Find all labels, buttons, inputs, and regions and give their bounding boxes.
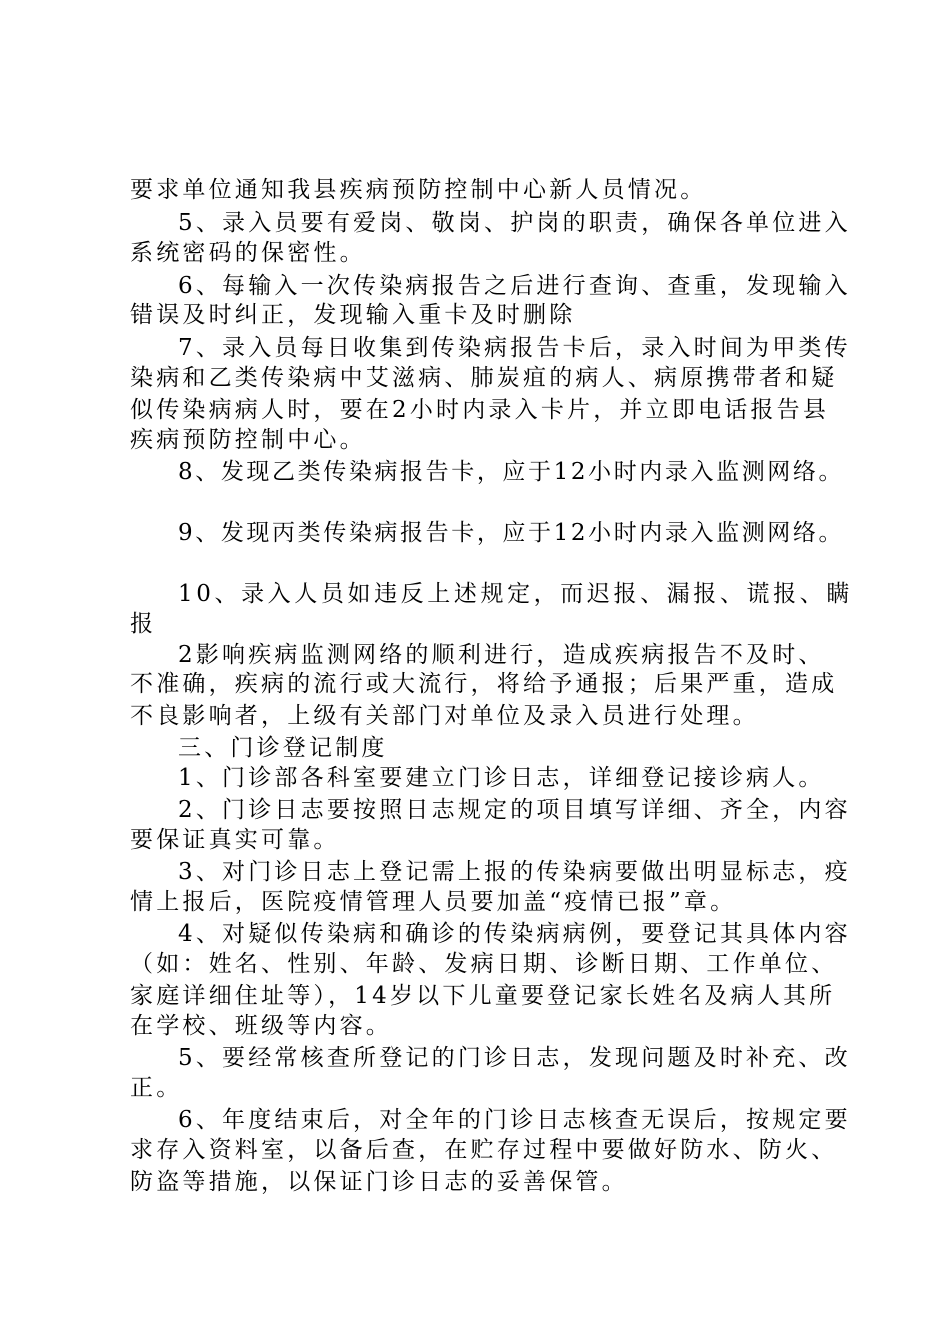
text-line: 不准确，疾病的流行或大流行，将给予通报；后果严重，造成 [130, 671, 838, 697]
text-line: 情上报后，医院疫情管理人员要加盖“疫情已报”章。 [130, 889, 737, 915]
text-line: 求存入资料室，以备后查，在贮存过程中要做好防水、防火、 [130, 1137, 838, 1163]
text-line: 9、发现丙类传染病报告卡，应于12小时内录入监测网络。 [178, 520, 845, 546]
text-line: 7、录入员每日收集到传染病报告卡后，录入时间为甲类传 [178, 335, 851, 361]
text-line: 2、门诊日志要按照日志规定的项目填写详细、齐全，内容 [178, 797, 851, 823]
text-line: 4、对疑似传染病和确诊的传染病病例，要登记其具体内容 [178, 921, 851, 947]
text-line: （如：姓名、性别、年龄、发病日期、诊断日期、工作单位、 [130, 951, 838, 977]
text-line: 似传染病病人时，要在2小时内录入卡片，并立即电话报告县 [130, 397, 830, 423]
text-line: 10、录入人员如违反上述规定，而迟报、漏报、谎报、瞒 [178, 581, 853, 607]
section-heading: 三、门诊登记制度 [178, 735, 388, 761]
text-line: 1、门诊部各科室要建立门诊日志，详细登记接诊病人。 [178, 765, 825, 791]
text-line: 2影响疾病监测网络的顺利进行，造成疾病报告不及时、 [178, 642, 825, 668]
text-line: 5、要经常核查所登记的门诊日志，发现问题及时补充、改 [178, 1045, 851, 1071]
text-line: 6、年度结束后，对全年的门诊日志核查无误后，按规定要 [178, 1107, 851, 1133]
text-line: 正。 [130, 1075, 183, 1101]
text-line: 不良影响者，上级有关部门对单位及录入员进行处理。 [130, 703, 759, 729]
text-line: 6、每输入一次传染病报告之后进行查询、查重，发现输入 [178, 273, 851, 299]
text-line: 3、对门诊日志上登记需上报的传染病要做出明显标志，疫 [178, 859, 851, 885]
text-line: 要保证真实可靠。 [130, 827, 340, 853]
text-line: 报 [130, 611, 157, 637]
text-line: 错误及时纠正，发现输入重卡及时删除 [130, 302, 576, 328]
text-line: 8、发现乙类传染病报告卡，应于12小时内录入监测网络。 [178, 459, 845, 485]
text-line: 疾病预防控制中心。 [130, 427, 366, 453]
text-line: 防盗等措施，以保证门诊日志的妥善保管。 [130, 1169, 628, 1195]
text-line: 在学校、班级等内容。 [130, 1013, 392, 1039]
text-line: 染病和乙类传染病中艾滋病、肺炭疽的病人、病原携带者和疑 [130, 365, 838, 391]
text-line: 家庭详细住址等），14岁以下儿童要登记家长姓名及病人其所 [130, 983, 836, 1009]
text-line: 要求单位通知我县疾病预防控制中心新人员情况。 [130, 177, 707, 203]
text-line: 5、录入员要有爱岗、敬岗、护岗的职责，确保各单位进入 [178, 210, 851, 236]
text-line: 系统密码的保密性。 [130, 240, 366, 266]
